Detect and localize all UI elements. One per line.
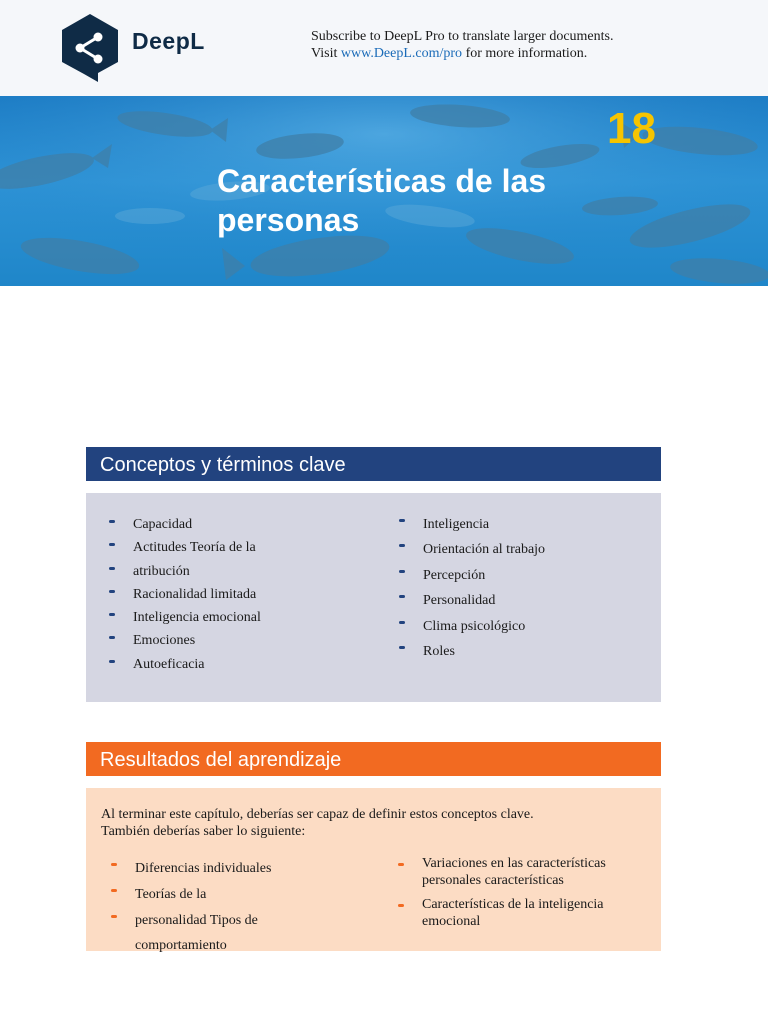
list-item-text: Racionalidad limitada: [133, 586, 257, 602]
list-item: [394, 897, 634, 930]
bullet-icon: [111, 889, 117, 892]
list-item: [107, 882, 327, 908]
bullet-icon: [111, 915, 117, 918]
outcomes-box: [86, 788, 661, 954]
list-item-text: Capacidad: [133, 517, 193, 532]
bullet-icon: [109, 543, 115, 546]
list-item: [105, 536, 305, 559]
list-item-text: Roles: [423, 644, 455, 660]
intro-line-2: También deberías saber lo siguiente:: [101, 824, 306, 839]
list-item-text: comportamiento: [135, 938, 227, 954]
promo-tail: for more information.: [462, 46, 588, 61]
list-item: [395, 537, 625, 562]
promo-line-1: Subscribe to DeepL Pro to translate larger documents.: [311, 29, 614, 44]
bullet-icon: [399, 621, 405, 624]
concepts-list-right: [395, 512, 625, 664]
bullet-icon: [109, 613, 115, 616]
intro-line-1: Al terminar este capítulo, deberías ser capaz de definir estos conceptos clave.: [101, 807, 534, 822]
list-item-text: Autoeficacia: [133, 656, 205, 672]
list-item: [105, 513, 305, 536]
list-item: [107, 933, 327, 959]
list-item-text: Actitudes Teoría de la: [133, 540, 256, 556]
list-item-text: Diferencias individuales: [135, 861, 272, 876]
list-item: [395, 512, 625, 537]
promo-line-2: [311, 45, 731, 62]
outcomes-list-right: [394, 856, 634, 938]
bullet-icon: [109, 590, 115, 593]
list-item-text: Orientación al trabajo: [423, 542, 546, 558]
list-item-text: Características de la inteligencia emocional: [422, 897, 604, 929]
list-item: [105, 653, 305, 676]
bullet-icon: [109, 636, 115, 639]
bullet-icon: [398, 904, 404, 907]
list-item: [395, 588, 625, 613]
chapter-title: Características de las personas: [217, 163, 547, 238]
bullet-icon: [399, 570, 405, 573]
list-item-text: Inteligencia emocional: [133, 610, 261, 626]
bullet-icon: [109, 567, 115, 570]
list-item: [105, 629, 305, 652]
bullet-icon: [109, 660, 115, 663]
list-item: [107, 908, 327, 934]
list-item: [105, 560, 305, 583]
list-item: [105, 583, 305, 606]
outcomes-intro: [101, 806, 621, 840]
outcomes-list-left: [107, 856, 327, 959]
chapter-number: 18: [607, 104, 656, 153]
list-item: [395, 614, 625, 639]
list-item-text: Inteligencia: [423, 517, 490, 532]
concepts-heading: Conceptos y términos clave: [86, 447, 661, 481]
list-item-text: Personalidad: [423, 593, 496, 609]
deepl-pro-link[interactable]: www.DeepL.com/pro: [340, 46, 463, 61]
list-item-text: Variaciones en las características personales características: [422, 856, 606, 888]
bullet-icon: [109, 520, 115, 523]
list-item: [107, 856, 327, 882]
outcomes-heading: Resultados del aprendizaje: [86, 742, 661, 776]
list-item-text: Emociones: [133, 633, 196, 649]
bullet-icon: [399, 519, 405, 522]
deepl-banner: [0, 0, 768, 96]
concepts-list-left: [105, 513, 305, 676]
list-item: [394, 856, 634, 889]
deepl-logo-icon: [58, 12, 122, 84]
list-item: [395, 639, 625, 664]
list-item: [395, 563, 625, 588]
list-item-text: Teorías de la: [135, 886, 207, 902]
promo-text: [311, 28, 731, 62]
list-item-text: Clima psicológico: [423, 618, 526, 634]
concepts-box: [86, 493, 661, 702]
deepl-logo-text: DeepL: [132, 28, 205, 54]
bullet-icon: [399, 646, 405, 649]
list-item-text: atribución: [133, 563, 190, 579]
bullet-icon: [111, 863, 117, 866]
promo-visit: Visit: [311, 46, 341, 61]
bullet-icon: [398, 863, 404, 866]
chapter-hero: [0, 96, 768, 286]
list-item-text: Percepción: [423, 567, 486, 583]
list-item: [105, 606, 305, 629]
bullet-icon: [399, 544, 405, 547]
bullet-icon: [399, 595, 405, 598]
list-item-text: personalidad Tipos de: [135, 912, 258, 928]
